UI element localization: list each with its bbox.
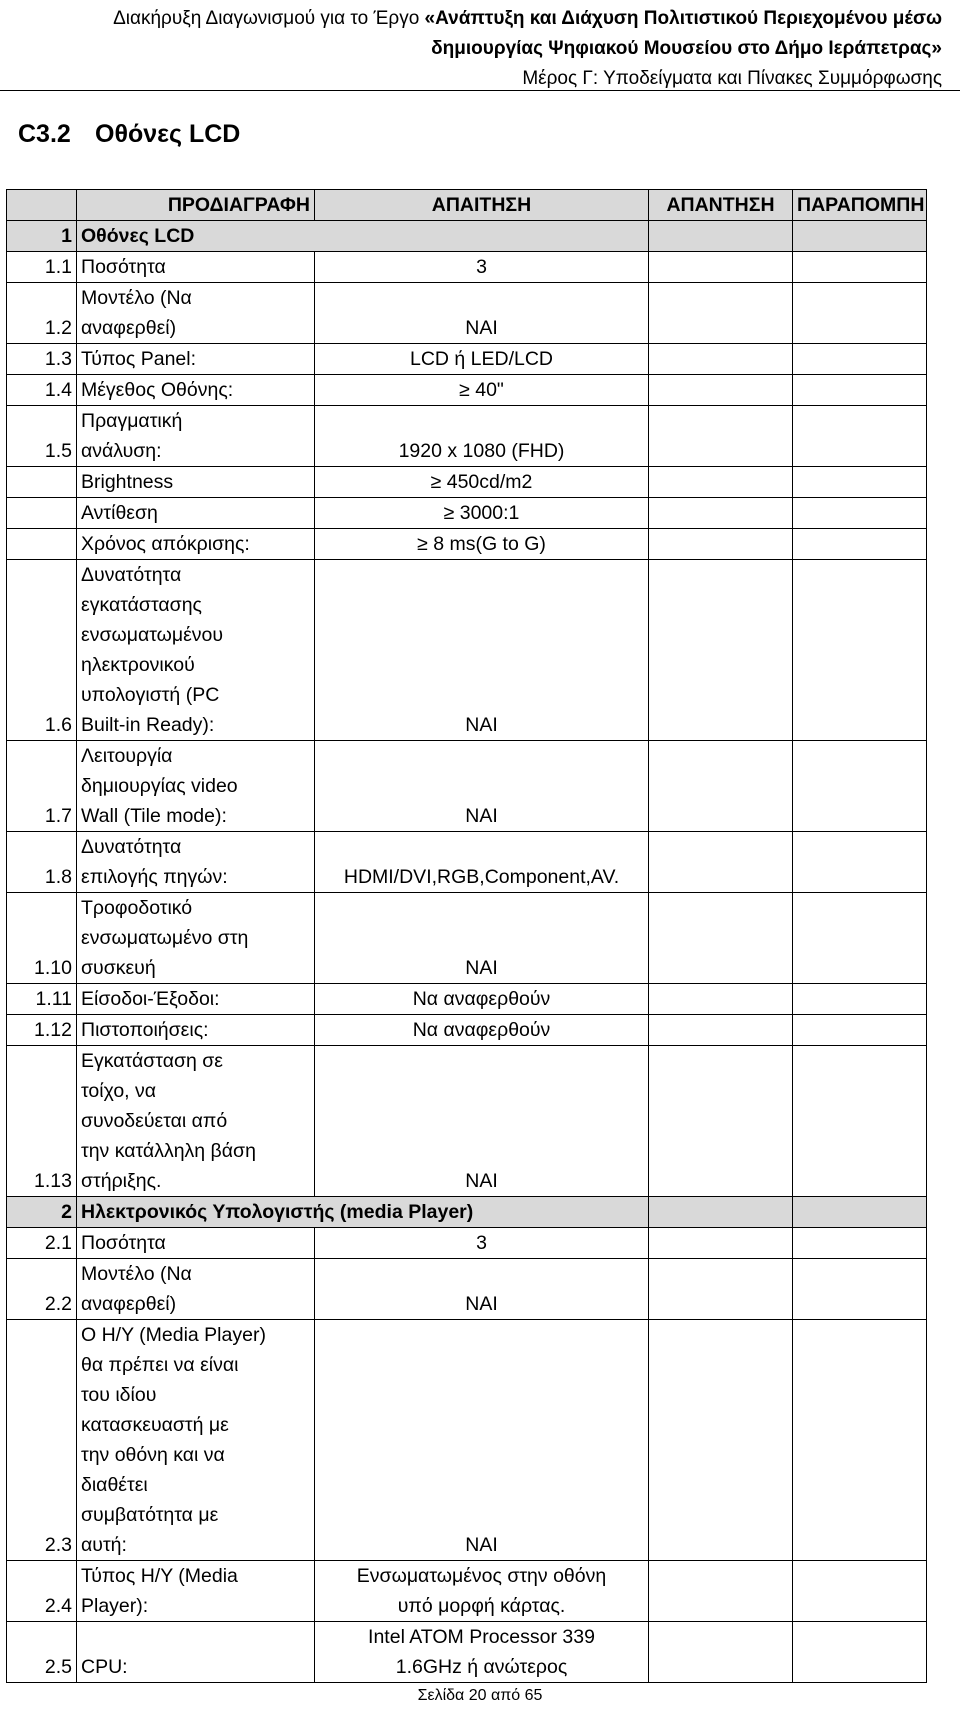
table-row [7, 1622, 927, 1683]
specification-text: την κατάλληλη βάση [81, 1140, 256, 1162]
requirement-text: NAI [465, 714, 498, 736]
specification-text: εγκατάστασης [81, 594, 202, 616]
specification-text: Ποσότητα [81, 1232, 166, 1254]
requirement-cell [315, 467, 649, 498]
section-title [18, 120, 240, 149]
specification-text: Αντίθεση [81, 502, 158, 524]
reference-cell [793, 221, 927, 252]
requirement-text: Ενσωματωμένος στην οθόνη [356, 1565, 607, 1587]
specification-text: Πιστοποιήσεις: [81, 1019, 209, 1041]
requirement-text: 3 [476, 256, 487, 278]
item-number: 1.7 [7, 741, 77, 832]
requirement-cell [315, 741, 649, 832]
requirement-cell [315, 406, 649, 467]
specification-text: την οθόνη και να [81, 1444, 225, 1466]
specification-text: διαθέτει [81, 1474, 148, 1496]
requirement-text: υπό μορφή κάρτας. [397, 1595, 566, 1617]
specification-cell [77, 283, 315, 344]
requirement-text: ≥ 450cd/m2 [430, 471, 533, 493]
specification-text: θα πρέπει να είναι [81, 1354, 239, 1376]
specification-text: υπολογιστή (PC [81, 684, 220, 706]
header-cell-number [7, 190, 77, 221]
requirement-cell [315, 893, 649, 984]
item-number: 2.2 [7, 1259, 77, 1320]
specification-text: Χρόνος απόκρισης: [81, 533, 250, 555]
table-row [7, 498, 927, 529]
reference-cell [793, 1259, 927, 1320]
reference-cell [793, 832, 927, 893]
specification-text: ενσωματωμένο στη [81, 927, 249, 949]
specification-text: ανάλυση: [81, 440, 162, 462]
table-row [7, 1259, 927, 1320]
reference-cell [793, 984, 927, 1015]
specification-text: Μοντέλο (Να [81, 1263, 192, 1285]
header-tender-label: Διακήρυξη Διαγωνισμού για το Έργο [113, 8, 425, 29]
answer-cell [649, 893, 793, 984]
header-line-2 [12, 34, 942, 64]
answer-cell [649, 252, 793, 283]
table-row [7, 560, 927, 741]
specification-text: Δυνατότητα [81, 836, 182, 858]
header-project-title-part1: «Ανάπτυξη και Διάχυση Πολιτιστικού Περιεχομένου μέσω [424, 8, 942, 29]
table-row [7, 1015, 927, 1046]
requirement-text: ≥ 40" [459, 379, 504, 401]
table-group-row [7, 221, 927, 252]
specification-cell [77, 1622, 315, 1683]
specification-cell [77, 1320, 315, 1561]
specification-cell [77, 1259, 315, 1320]
specification-text: CPU: [81, 1656, 128, 1678]
answer-cell [649, 1259, 793, 1320]
requirement-text: Να αναφερθούν [412, 1019, 551, 1041]
table-row [7, 252, 927, 283]
answer-cell [649, 467, 793, 498]
specification-text: Ποσότητα [81, 256, 166, 278]
answer-cell [649, 1561, 793, 1622]
specification-text: Built-in Ready): [81, 714, 215, 736]
reference-cell [793, 1561, 927, 1622]
reference-cell [793, 529, 927, 560]
requirement-text: NAI [465, 1293, 498, 1315]
item-number: 2.3 [7, 1320, 77, 1561]
section-number: C3.2 [18, 120, 71, 148]
answer-cell [649, 406, 793, 467]
reference-cell [793, 1197, 927, 1228]
specification-text: Είσοδοι-Έξοδοι: [81, 988, 220, 1010]
table-row [7, 283, 927, 344]
reference-cell [793, 1622, 927, 1683]
specification-cell [77, 984, 315, 1015]
specification-cell [77, 893, 315, 984]
specification-text: κατασκευαστή με [81, 1414, 229, 1436]
requirement-text: 1920 x 1080 (FHD) [398, 440, 565, 462]
specification-text: συσκευή [81, 957, 156, 979]
requirement-cell [315, 984, 649, 1015]
specification-text: αναφερθεί) [81, 1293, 177, 1315]
requirement-text: NAI [465, 1170, 498, 1192]
reference-cell [793, 1015, 927, 1046]
answer-cell [649, 283, 793, 344]
item-number: 1.10 [7, 893, 77, 984]
header-cell-requirement: ΑΠΑΙΤΗΣΗ [315, 190, 649, 221]
requirement-cell [315, 560, 649, 741]
answer-cell [649, 1622, 793, 1683]
specification-text: Δυνατότητα [81, 564, 182, 586]
answer-cell [649, 832, 793, 893]
table-header-row [7, 190, 927, 221]
table-row [7, 529, 927, 560]
item-number: 1.6 [7, 560, 77, 741]
specification-cell [77, 344, 315, 375]
requirement-cell [315, 529, 649, 560]
group-number: 1 [7, 221, 77, 252]
compliance-table-body [7, 190, 927, 1683]
specification-text: του ιδίου [81, 1384, 157, 1406]
table-row [7, 467, 927, 498]
group-number: 2 [7, 1197, 77, 1228]
specification-text: Brightness [81, 471, 174, 493]
item-number: 1.2 [7, 283, 77, 344]
header-project-title-part2: δημιουργίας Ψηφιακού Μουσείου στο Δήμο Ιεράπετρας» [431, 38, 942, 59]
answer-cell [649, 560, 793, 741]
header-line-3: Μέρος Γ: Υποδείγματα και Πίνακες Συμμόρφωσης [522, 68, 942, 89]
table-row [7, 375, 927, 406]
specification-text: Ο Η/Υ (Media Player) [81, 1324, 266, 1346]
reference-cell [793, 283, 927, 344]
requirement-text: ≥ 8 ms(G to G) [417, 533, 546, 555]
group-title: Ηλεκτρονικός Υπολογιστής (media Player) [77, 1197, 649, 1228]
specification-text: Τύπος Panel: [81, 348, 197, 370]
specification-text: αναφερθεί) [81, 317, 177, 339]
specification-cell [77, 1046, 315, 1197]
requirement-cell [315, 832, 649, 893]
specification-cell [77, 560, 315, 741]
reference-cell [793, 375, 927, 406]
item-number [7, 529, 77, 560]
answer-cell [649, 1046, 793, 1197]
requirement-cell [315, 1259, 649, 1320]
answer-cell [649, 498, 793, 529]
requirement-text: Intel ATOM Processor 339 [368, 1626, 595, 1648]
specification-text: Μοντέλο (Να [81, 287, 192, 309]
reference-cell [793, 741, 927, 832]
specification-text: Μέγεθος Οθόνης: [81, 379, 234, 401]
table-row [7, 893, 927, 984]
specification-cell [77, 1561, 315, 1622]
document-header [12, 4, 942, 94]
header-cell-answer: ΑΠΑΝΤΗΣΗ [649, 190, 793, 221]
specification-cell [77, 252, 315, 283]
answer-cell [649, 1228, 793, 1259]
group-title: Οθόνες LCD [77, 221, 649, 252]
item-number: 2.5 [7, 1622, 77, 1683]
specification-cell [77, 406, 315, 467]
page-number: Σελίδα 20 από 65 [417, 1687, 543, 1704]
table-row [7, 741, 927, 832]
specification-text: αυτή: [81, 1534, 127, 1556]
specification-text: Εγκατάσταση σε [81, 1050, 224, 1072]
specification-text: ενσωματωμένου [81, 624, 224, 646]
reference-cell [793, 252, 927, 283]
specification-text: Τύπος Η/Υ (Media [81, 1565, 238, 1587]
item-number [7, 467, 77, 498]
requirement-text: NAI [465, 317, 498, 339]
specification-cell [77, 1228, 315, 1259]
specification-cell [77, 741, 315, 832]
reference-cell [793, 893, 927, 984]
requirement-cell [315, 1622, 649, 1683]
item-number: 1.11 [7, 984, 77, 1015]
specification-text: τοίχο, να [81, 1080, 157, 1102]
requirement-text: NAI [465, 805, 498, 827]
specification-text: Τροφοδοτικό [81, 897, 193, 919]
specification-text: συνοδεύεται από [81, 1110, 228, 1132]
reference-cell [793, 1228, 927, 1259]
specification-text: συμβατότητα με [81, 1504, 219, 1526]
specification-text: ηλεκτρονικού [81, 654, 195, 676]
specification-text: Wall (Tile mode): [81, 805, 227, 827]
requirement-cell [315, 252, 649, 283]
requirement-text: ≥ 3000:1 [443, 502, 520, 524]
item-number: 1.3 [7, 344, 77, 375]
header-cell-reference: ΠΑΡΑΠΟΜΠΗ [793, 190, 927, 221]
requirement-text: Να αναφερθούν [412, 988, 551, 1010]
specification-text: επιλογής πηγών: [81, 866, 228, 888]
section-title-text: Οθόνες LCD [95, 120, 241, 148]
reference-cell [793, 344, 927, 375]
item-number [7, 498, 77, 529]
requirement-text: HDMI/DVI,RGB,Component,AV. [343, 866, 620, 888]
item-number: 1.12 [7, 1015, 77, 1046]
specification-text: Πραγματική [81, 410, 183, 432]
requirement-cell [315, 498, 649, 529]
requirement-cell [315, 1015, 649, 1046]
answer-cell [649, 375, 793, 406]
table-row [7, 1320, 927, 1561]
answer-cell [649, 741, 793, 832]
specification-cell [77, 832, 315, 893]
item-number: 1.4 [7, 375, 77, 406]
requirement-text: LCD ή LED/LCD [409, 348, 554, 370]
header-cell-specification: ΠΡΟΔΙΑΓΡΑΦΗ [77, 190, 315, 221]
item-number: 1.1 [7, 252, 77, 283]
specification-cell [77, 467, 315, 498]
reference-cell [793, 560, 927, 741]
answer-cell [649, 1015, 793, 1046]
item-number: 2.4 [7, 1561, 77, 1622]
reference-cell [793, 1046, 927, 1197]
header-line-1 [12, 4, 942, 34]
answer-cell [649, 984, 793, 1015]
requirement-cell [315, 344, 649, 375]
requirement-cell [315, 283, 649, 344]
answer-cell [649, 529, 793, 560]
specification-cell [77, 1015, 315, 1046]
requirement-cell [315, 1320, 649, 1561]
table-row [7, 1228, 927, 1259]
item-number: 1.8 [7, 832, 77, 893]
requirement-text: NAI [465, 957, 498, 979]
requirement-cell [315, 1228, 649, 1259]
table-row [7, 1561, 927, 1622]
item-number: 1.5 [7, 406, 77, 467]
table-row [7, 832, 927, 893]
specification-cell [77, 498, 315, 529]
table-row [7, 1046, 927, 1197]
requirement-cell [315, 375, 649, 406]
reference-cell [793, 1320, 927, 1561]
compliance-table [6, 189, 927, 1683]
specification-text: Player): [81, 1595, 149, 1617]
requirement-text: 3 [476, 1232, 487, 1254]
requirement-cell [315, 1561, 649, 1622]
specification-cell [77, 529, 315, 560]
answer-cell [649, 221, 793, 252]
specification-text: Λειτουργία [81, 745, 173, 767]
table-row [7, 984, 927, 1015]
table-row [7, 406, 927, 467]
answer-cell [649, 1320, 793, 1561]
specification-cell [77, 375, 315, 406]
header-divider [0, 90, 960, 91]
requirement-cell [315, 1046, 649, 1197]
item-number: 2.1 [7, 1228, 77, 1259]
answer-cell [649, 344, 793, 375]
reference-cell [793, 406, 927, 467]
reference-cell [793, 467, 927, 498]
reference-cell [793, 498, 927, 529]
table-row [7, 344, 927, 375]
requirement-text: NAI [465, 1534, 498, 1556]
specification-text: στήριξης. [81, 1170, 162, 1192]
item-number: 1.13 [7, 1046, 77, 1197]
table-group-row [7, 1197, 927, 1228]
answer-cell [649, 1197, 793, 1228]
specification-text: δημιουργίας video [81, 775, 238, 797]
requirement-text: 1.6GHz ή ανώτερος [395, 1656, 568, 1678]
